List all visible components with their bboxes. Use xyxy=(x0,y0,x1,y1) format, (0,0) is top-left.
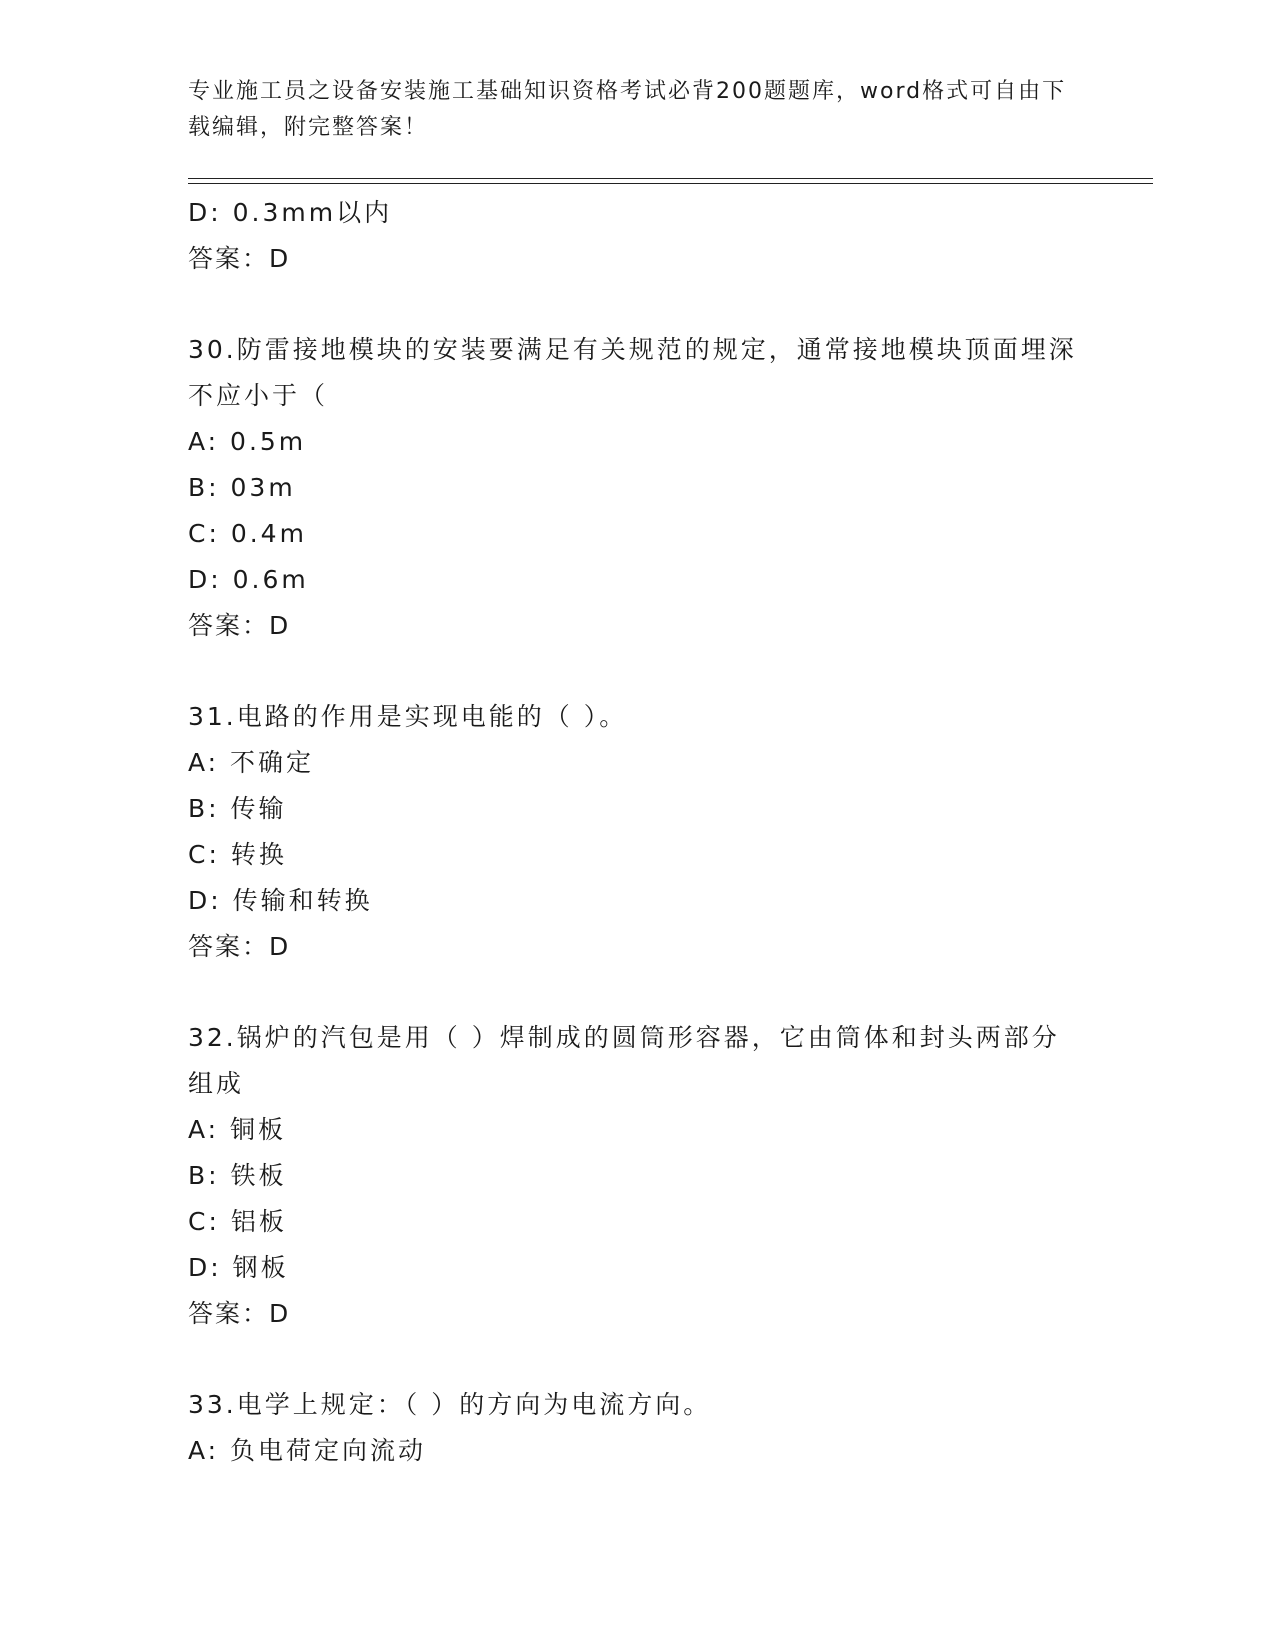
option-a: A: 负电荷定向流动 xyxy=(188,1436,427,1465)
question-31 xyxy=(188,694,1088,970)
option-d: D: 0.3mm以内 xyxy=(188,198,393,227)
question-text: 33.电学上规定：（ ）的方向为电流方向。 xyxy=(188,1390,712,1419)
question-list xyxy=(188,190,1088,1474)
document-header: 专业施工员之设备安装施工基础知识资格考试必背200题题库，word格式可自由下载编辑，附完整答案！ xyxy=(188,79,1067,140)
question-32 xyxy=(188,1015,1088,1337)
question-text: 30.防雷接地模块的安装要满足有关规范的规定，通常接地模块顶面埋深不应小于（ xyxy=(188,335,1077,410)
answer-line: 答案：D xyxy=(188,1299,291,1328)
option-b: B: 传输 xyxy=(188,794,287,823)
answer-line: 答案：D xyxy=(188,244,291,273)
option-b: B: 03m xyxy=(188,473,296,502)
option-c: C: 0.4m xyxy=(188,519,307,548)
option-c: C: 转换 xyxy=(188,840,287,869)
option-d: D: 传输和转换 xyxy=(188,886,373,915)
option-c: C: 铝板 xyxy=(188,1207,287,1236)
option-a: A: 铜板 xyxy=(188,1115,287,1144)
answer-line: 答案：D xyxy=(188,611,291,640)
question-30 xyxy=(188,327,1088,649)
option-b: B: 铁板 xyxy=(188,1161,287,1190)
question-text: 32.锅炉的汽包是用（ ）焊制成的圆筒形容器，它由筒体和封头两部分组成 xyxy=(188,1023,1060,1098)
header-divider-bottom xyxy=(188,183,1153,184)
option-d: D: 0.6m xyxy=(188,565,309,594)
question-33 xyxy=(188,1382,1088,1474)
option-a: A: 不确定 xyxy=(188,748,315,777)
answer-line: 答案：D xyxy=(188,932,291,961)
option-d: D: 钢板 xyxy=(188,1253,289,1282)
option-a: A: 0.5m xyxy=(188,427,307,456)
header-divider-top xyxy=(188,178,1153,179)
question-text: 31.电路的作用是实现电能的（ ）。 xyxy=(188,702,628,731)
